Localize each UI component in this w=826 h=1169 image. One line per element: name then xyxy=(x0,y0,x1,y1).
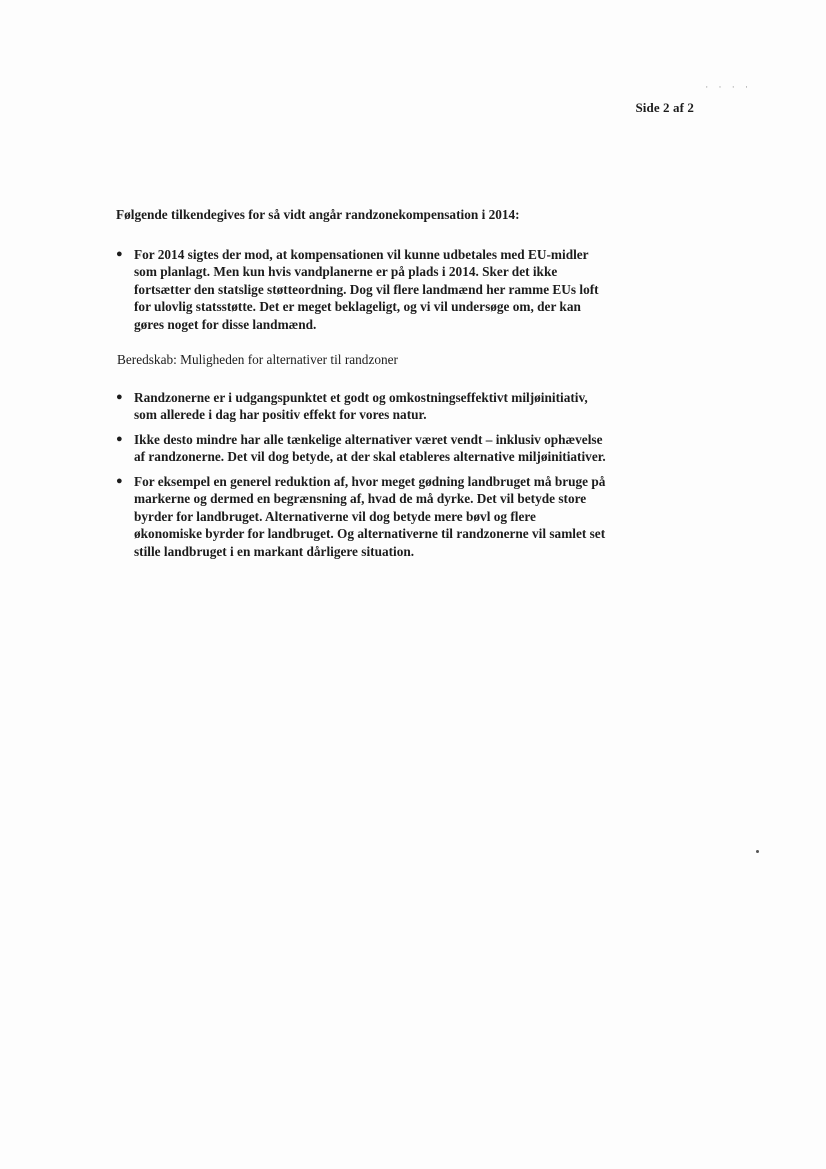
intro-paragraph: Følgende tilkendegives for så vidt angår randzonekompensation i 2014: xyxy=(116,207,520,222)
list-item xyxy=(116,389,606,424)
list-item xyxy=(116,431,606,466)
list-item xyxy=(116,473,606,561)
section-heading: Beredskab: Muligheden for alternativer til randzoner xyxy=(117,352,398,367)
list-item-text: Ikke desto mindre har alle tænkelige alternativer været vendt – inklusiv ophævelse af randzonerne. Det vil dog betyde, at der skal etableres alternative miljøinitiativer. xyxy=(134,431,606,464)
bullet-icon: ● xyxy=(116,247,123,260)
page-number: Side 2 af 2 xyxy=(635,100,694,115)
list-item-text: For 2014 sigtes der mod, at kompensationen vil kunne udbetales med EU-midler som planlagt. Men kun hvis vandplanerne er på plads i 2014. Sker det ikke fortsætter den statslige støtteordning. Dog vil flere landmænd her ramme EUs loft for ulovlig statsstøtte. Det er meget beklageligt, og vi vil undersøge om, der kan gøres noget for disse landmænd. xyxy=(134,246,599,332)
scan-artifact-dot xyxy=(756,850,759,853)
list-item-text: For eksempel en generel reduktion af, hvor meget gødning landbruget må bruge på markerne og dermed en begrænsning af, hvad de må dyrke. Det vil betyde store byrder for landbruget. Alternativerne vil dog betyde mere bøvl og flere økonomiske byrder for landbruget. Og alternativerne til randzonerne vil samlet set stille landbruget i en markant dårligere situation. xyxy=(134,473,606,559)
list-item xyxy=(116,246,606,334)
bullet-icon: ● xyxy=(116,390,123,403)
list-item-text: Randzonerne er i udgangspunktet et godt og omkostningseffektivt miljøinitiativ, som allerede i dag har positiv effekt for vores natur. xyxy=(134,389,588,422)
bullet-list-kompensation xyxy=(116,246,606,334)
document-body xyxy=(116,206,606,567)
bullet-icon: ● xyxy=(116,474,123,487)
scan-artifact: · · · · xyxy=(705,82,752,92)
bullet-icon: ● xyxy=(116,432,123,445)
bullet-list-alternativer xyxy=(116,389,606,561)
